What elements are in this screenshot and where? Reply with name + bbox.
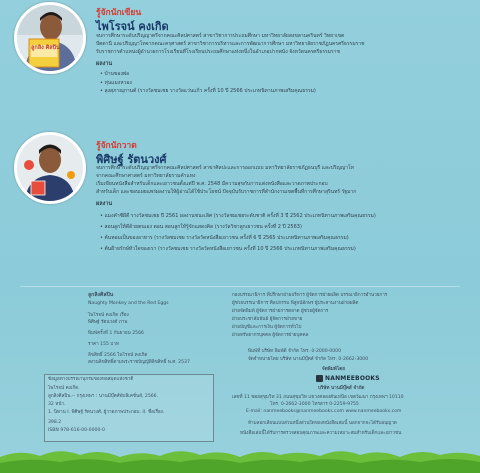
- staff-line: กองบรรณาธิการ ที่ปรึกษาฝ่ายบริหาร ผู้จัดการฝ่ายผลิต บรรณาธิการอำนวยการ: [232, 293, 388, 298]
- author-works-label: ผลงาน: [96, 61, 113, 67]
- nanmee-logo-icon: [316, 375, 323, 382]
- illustrator-photo: [14, 132, 86, 204]
- illustrator-works-label: ผลงาน: [96, 201, 113, 207]
- footer-line: หนังสือเล่มนี้ได้รับการตรวจสอบคุณภาพและความเหมาะสมสำหรับเด็กและเยาวชน: [240, 431, 402, 436]
- printing-info: พิมพ์ครั้งที่ 1 กันยายน 2566: [88, 331, 144, 336]
- catalog-header: ข้อมูลทางบรรณานุกรมของหอสมุดแห่งชาติ: [48, 377, 134, 382]
- staff-line: ฝ่ายประชาสัมพันธ์ ผู้จัดการฝ่ายขาย: [232, 317, 303, 322]
- author-portrait-icon: [17, 5, 83, 71]
- copyright-line-1: ลิขสิทธิ์ 2566 ไพโรจน์ คงเกิด: [88, 353, 148, 358]
- author-credit-line: ไพโรจน์ คงเกิด เรื่อง: [88, 313, 129, 318]
- address-line: เลขที่ 11 ซอยสุขุมวิท 31 ถนนสุขุมวิท แขวงคลองตันเหนือ เขตวัฒนา กรุงเทพฯ 10110: [232, 395, 404, 400]
- author-section-title: รู้จักนักเขียน: [96, 8, 142, 18]
- illustrator-bio-line-4: สำหรับเด็ก และชอบเผยแพร่ผลงานให้ผู้อ่านได้ใช้ประโยชน์ ปัจจุบันรับราชการที่สำนักงานเขตพื้นที่การศึกษาสุรินทร์ รัฐมาก: [96, 189, 357, 195]
- author-name: ไพโรจน์ คงเกิด: [96, 20, 169, 33]
- illustrator-bio-line-1: จบการศึกษาระดับปริญญาตรีจากคณะศิลปศาสตร์ สาขาศิลปะและการออกแบบ มหาวิทยาลัยราชภัฏธนบุรี และปริญญาโท: [96, 165, 354, 171]
- illustrator-portrait-icon: [17, 135, 83, 201]
- staff-line: ฝ่ายบัญชีและการเงิน ผู้จัดการทั่วไป: [232, 325, 302, 330]
- catalog-box: [44, 374, 214, 442]
- catalog-line: ISBN 978-616-00-0000-0: [48, 428, 105, 433]
- book-title-en: Naughty Monkey and the Red Eggs: [88, 301, 169, 306]
- author-work-item: • บ้านของพ่อ: [100, 70, 460, 79]
- author-bio-line-2: ปัตตานี และปริญญาโทจากคณะครุศาสตร์ สาขาวิชาการบริหารและการพัฒนาการศึกษา มหาวิทยาลัยราชภัฏนครศรีธรรมราช: [96, 41, 365, 47]
- illustrator-work-item: • ต้นหอมเป็นของอาหาร (รางวัลชมเชย รางวัลวัดหนังสือเยาวชน ครั้งที่ 6 ปี 2565 ประเภทนิทานภาพเสริมคุณธรรม): [100, 233, 470, 244]
- catalog-line: ลูกลิงศิลปิน.-- กรุงเทพฯ : นานมีบุ๊คส์พับลิเคชั่นส์, 2566.: [48, 394, 159, 399]
- illustrator-works-list: [100, 211, 470, 255]
- author-photo: [14, 2, 86, 74]
- section-divider: [20, 286, 460, 287]
- author-work-item: • หุ่นแมงหวอง: [100, 79, 460, 88]
- publisher-logo: [316, 375, 380, 382]
- illustrator-work-item: • ต้นฝ้ายรักษ์หัวใจของเรา (รางวัลชมเชย รางวัลวัดหนังสือเยาวชน ครั้งที่ 10 ปี 2566 ประเภทนิทานภาพเสริมคุณธรรม): [100, 244, 470, 255]
- catalog-line: 398.2: [48, 420, 62, 425]
- illustrator-bio-line-3: เริ่มเขียนหนังสือสำหรับเด็กและเยาวชนตั้งแต่ปี พ.ศ. 2548 มีความสุขกับการแต่งหนังสือและวาดภาพประกอบ: [96, 181, 328, 187]
- illustrator-work-item: • สอนลูกให้ดีด้วยตนเอง ตอน สอนลูกให้รู้จักแสดงคิด (รางวัลวิชาลูกเยาวชน ครั้งที่ 2 ปี 2563): [100, 222, 470, 233]
- copyright-line-2: สงวนลิขสิทธิ์ตามพระราชบัญญัติลิขสิทธิ์ พ.ศ. 2537: [88, 360, 190, 365]
- staff-line: ฝ่ายจัดพิมพ์ ผู้จัดการฝ่ายการตลาด ผู้ช่วยผู้จัดการ: [232, 309, 329, 314]
- illustrator-work-item: • แมงคำซีผีดี รางวัลชมเชย ปี 2561 ผลงานชนะเลิศ (รางวัลชมเชยระดับชาติ ครั้งที่ 3 ปี 2562 ประเภทนิทานภาพเสริมคุณธรรม): [100, 211, 470, 222]
- author-bio-line-1: จบการศึกษาระดับปริญญาตรีจากคณะศิลปศาสตร์ สาขาวิชาการประถมศึกษา มหาวิทยาลัยสงขลานครินทร์ วิทยาเขต: [96, 33, 345, 39]
- distributor-info: จัดจำหน่ายโดย บริษัท นานมีบุ๊คส์ จำกัด โทร. 0-2662-3000: [248, 357, 369, 362]
- address-line: โทร. 0-2662-3000 โทรสาร 0-2259-9755: [270, 402, 359, 407]
- illustrator-credit-line: พิศิษฐ์ รัตนวงศ์ ภาพ: [88, 320, 128, 325]
- illustrator-section-title: รู้จักนักวาด: [96, 141, 137, 151]
- grass-decoration: [0, 447, 480, 473]
- publisher-label: จัดพิมพ์โดย: [322, 367, 345, 372]
- catalog-line: 32 หน้า.: [48, 402, 66, 407]
- book-title-th: ลูกลิงศิลปิน: [88, 292, 114, 298]
- brand-name: NANMEEBOOKS: [325, 375, 380, 382]
- staff-line: ผู้ช่วยบรรณาธิการ ศิลปกรรม พิสูจน์อักษร ผู้ประสานงานฝ่ายผลิต: [232, 301, 359, 306]
- staff-line: ฝ่ายทรัพยากรบุคคล ผู้จัดการฝ่ายบุคคล: [232, 333, 309, 338]
- author-works-list: [100, 70, 460, 96]
- print-house-info: พิมพ์ที่ บริษัท พิมพ์ดี จำกัด โทร. 0-2000-0000: [248, 349, 341, 354]
- book-cover-label: ลูกลิง ศิลปิน: [31, 45, 60, 51]
- price-info: ราคา 155 บาท: [88, 342, 119, 347]
- address-line: E-mail: nanmeebooks@nanmeebooks.com www.nanmeebooks.com: [246, 409, 402, 414]
- illustrator-name: พิศิษฐ์ รัตนวงศ์: [96, 153, 167, 166]
- publisher-name: บริษัท นานมีบุ๊คส์ จำกัด: [318, 386, 365, 391]
- author-bio-line-3: รับราชการตำแหน่งผู้อำนวยการโรงเรียนที่โรงเรียนประถมศึกษาแห่งหนึ่งในอำเภอปากพนัง จังหวัดนครศรีธรรมราช: [96, 49, 340, 55]
- illustrator-bio-line-2: จากคณะศึกษาศาสตร์ มหาวิทยาลัยรามคำแหง: [96, 173, 196, 179]
- catalog-line: ไพโรจน์ คงเกิด.: [48, 386, 80, 391]
- catalog-line: 1. นิทาน I. พิศิษฐ์ รัตนวงศ์, ผู้วาดภาพประกอบ. II. ชื่อเรื่อง.: [48, 410, 165, 415]
- author-work-item: • ลุงสุภาณุกานต์ (รางวัลชมเชย รางวัลแว่นแก้ว ครั้งที่ 10 ปี 2566 ประเภทนิทานภาพเสริมคุณธรรม): [100, 87, 460, 96]
- footer-line: ห้ามลอกเลียนแบบส่วนหนึ่งส่วนใดของหนังสือเล่มนี้ นอกจากจะได้รับอนุญาต: [248, 421, 397, 426]
